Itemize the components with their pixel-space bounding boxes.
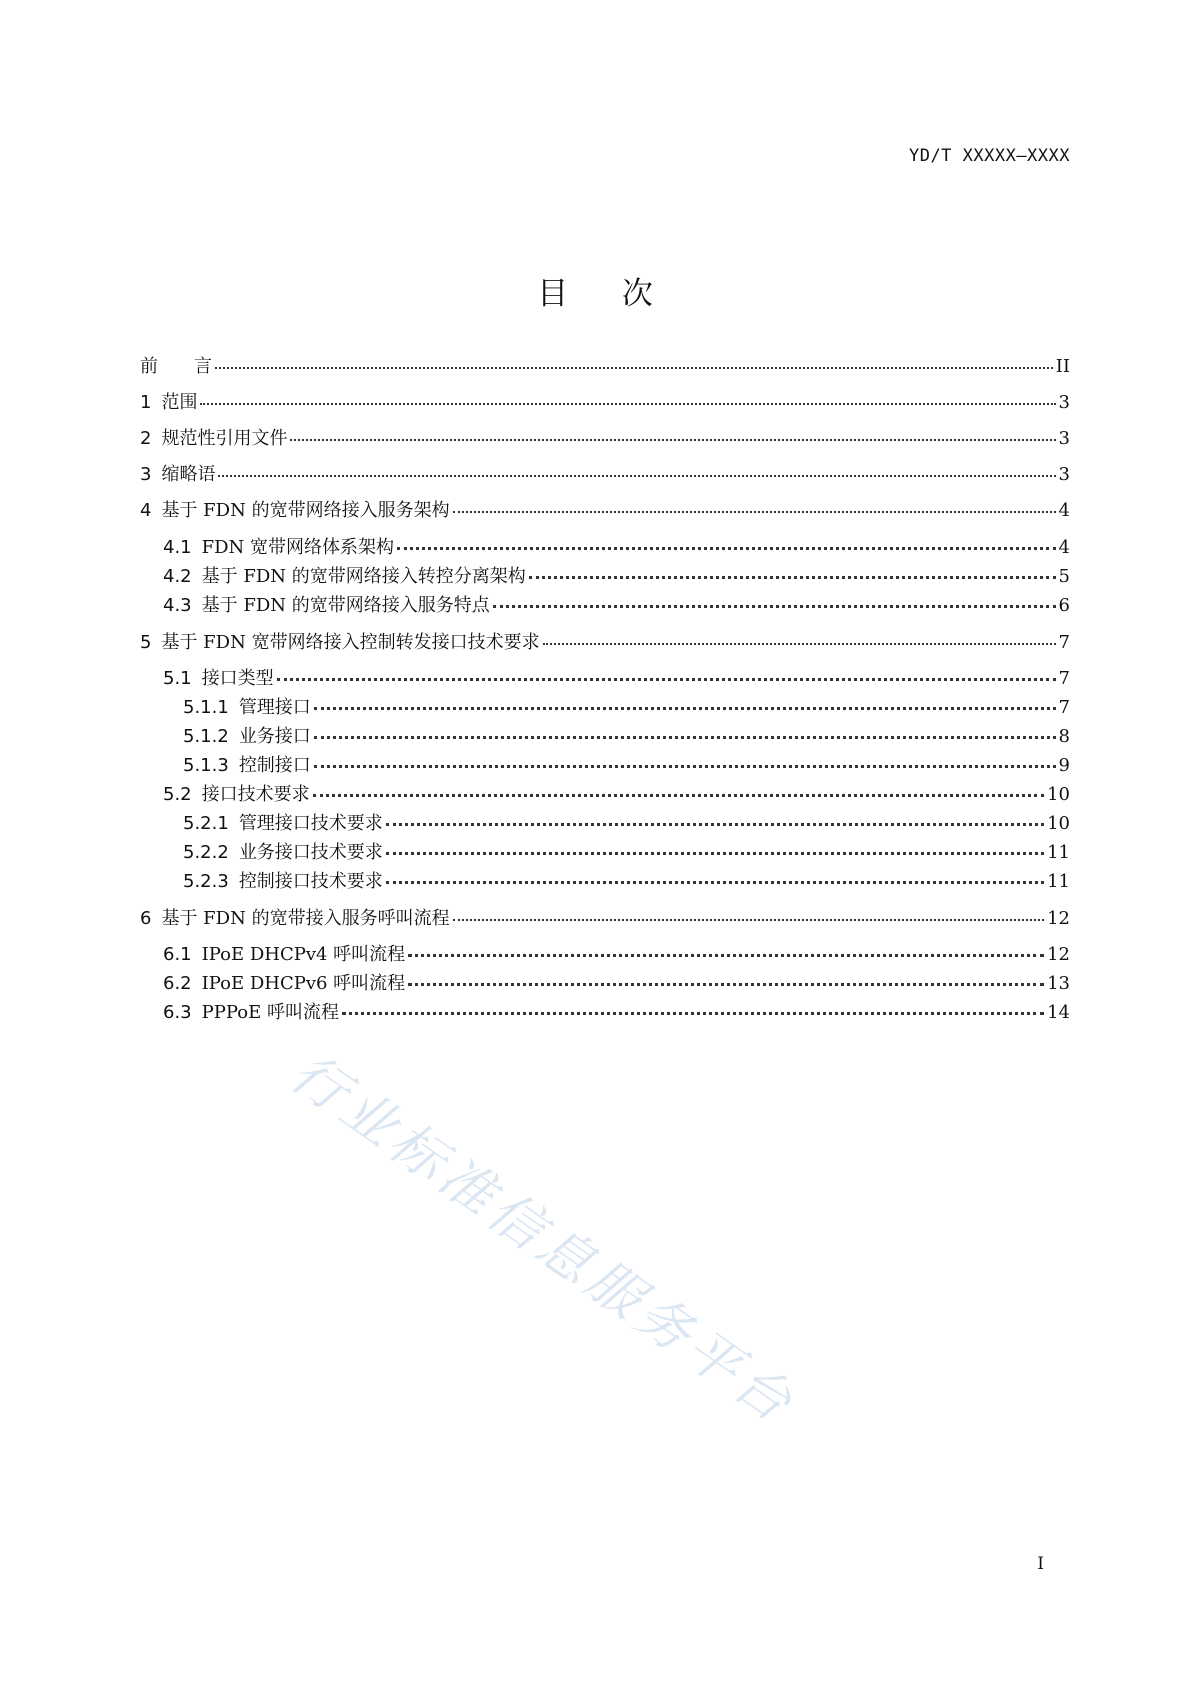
toc-leader-dots [215,352,1053,369]
toc-entry-page: 10 [1047,813,1070,834]
toc-entry-label: 范围 [161,392,198,413]
toc-entry-page: 6 [1058,595,1070,616]
toc-leader-dots [342,997,1044,1015]
toc-entry-page: 3 [1058,464,1070,485]
toc-entry-page: 7 [1058,632,1070,653]
document-code: YD/T XXXXX—XXXX [908,146,1070,166]
toc-entry[interactable] [140,809,1070,835]
toc-leader-dots [277,663,1056,681]
toc-leader-dots [529,561,1056,579]
toc-entry-page: 11 [1047,871,1070,892]
toc-entry-number: 5.1.2 [183,726,229,747]
toc-entry-number: 3 [140,464,152,485]
toc-entry-label: 缩略语 [161,464,216,485]
toc-entry-label: 业务接口 [238,726,311,747]
toc-leader-dots [386,866,1044,884]
toc-leader-dots [408,968,1044,986]
toc-leader-dots [314,721,1056,739]
toc-entry[interactable] [140,591,1070,617]
toc-entry-label: 规范性引用文件 [161,428,288,449]
toc-entry-number: 4.3 [163,595,192,616]
watermark: 行业标准信息服务平台 [279,1040,808,1437]
toc-leader-dots [218,460,1055,477]
toc-entry[interactable] [140,628,1070,654]
toc-entry-number: 5 [140,632,152,653]
toc-entry-page: 5 [1058,566,1070,587]
toc-leader-dots [200,388,1055,405]
toc-leader-dots [314,750,1056,768]
toc-entry-label: 控制接口 [238,755,311,776]
toc-entry-number: 5.1.3 [183,755,229,776]
toc-entry-label: 基于 FDN 的宽带网络接入转控分离架构 [201,566,526,587]
toc-leader-dots [453,904,1045,921]
toc-entry[interactable] [140,969,1070,995]
toc-entry-label: 接口类型 [201,668,274,689]
toc-entry-label: PPPoE 呼叫流程 [201,1002,339,1023]
toc-entry[interactable] [140,693,1070,719]
toc-entry-label: IPoE DHCPv6 呼叫流程 [201,973,406,994]
toc-entry[interactable] [140,904,1070,930]
toc-entry[interactable] [140,751,1070,777]
toc-entry[interactable] [140,664,1070,690]
toc-entry[interactable] [140,424,1070,450]
toc-leader-dots [386,837,1044,855]
toc-entry[interactable] [140,940,1070,966]
toc-entry[interactable] [140,388,1070,414]
toc-entry-label: 前 言 [140,356,212,377]
toc-entry-number: 5.1 [163,668,192,689]
toc-entry-label: FDN 宽带网络体系架构 [201,537,395,558]
toc-entry-page: 4 [1058,537,1070,558]
toc-entry[interactable] [140,533,1070,559]
toc-entry-number: 6.1 [163,944,192,965]
toc-leader-dots [314,692,1056,710]
toc-entry-page: II [1055,356,1070,377]
toc-entry-page: 3 [1058,428,1070,449]
toc-entry-number: 6.3 [163,1002,192,1023]
toc-entry-page: 14 [1047,1002,1070,1023]
toc-entry-page: 11 [1047,842,1070,863]
toc-entry-page: 7 [1058,697,1070,718]
toc-entry-label: 管理接口 [238,697,311,718]
toc-leader-dots [453,496,1056,513]
toc-entry-number: 4.1 [163,537,192,558]
toc-entry-label: 基于 FDN 的宽带接入服务呼叫流程 [161,908,450,929]
toc-entry-page: 3 [1058,392,1070,413]
toc-entry-number: 4.2 [163,566,192,587]
toc-entry-label: 管理接口技术要求 [238,813,383,834]
toc-entry-number: 5.2 [163,784,192,805]
toc-entry[interactable] [140,562,1070,588]
toc-entry-label: 基于 FDN 宽带网络接入控制转发接口技术要求 [161,632,540,653]
toc-entry-number: 5.2.1 [183,813,229,834]
toc-entry[interactable] [140,722,1070,748]
toc-entry-number: 1 [140,392,152,413]
toc-leader-dots [543,628,1056,645]
toc-entry-page: 9 [1058,755,1070,776]
page-number: I [1037,1554,1044,1574]
toc-entry-number: 5.1.1 [183,697,229,718]
toc-entry-label: IPoE DHCPv4 呼叫流程 [201,944,406,965]
toc-entry[interactable] [140,780,1070,806]
toc-entry[interactable] [140,352,1070,378]
toc-entry-number: 5.2.3 [183,871,229,892]
toc-entry-page: 7 [1058,668,1070,689]
toc-entry[interactable] [140,838,1070,864]
toc-entry-page: 8 [1058,726,1070,747]
toc-entry-page: 4 [1058,500,1070,521]
toc-entry[interactable] [140,496,1070,522]
toc-entry-page: 12 [1047,908,1070,929]
toc-entry-page: 12 [1047,944,1070,965]
toc-leader-dots [397,532,1056,550]
toc-entry-number: 2 [140,428,152,449]
page-title: 目 次 [537,276,675,312]
toc-entry-number: 5.2.2 [183,842,229,863]
toc-entry-label: 控制接口技术要求 [238,871,383,892]
toc-entry-number: 6 [140,908,152,929]
toc-entry-number: 6.2 [163,973,192,994]
toc-entry-label: 基于 FDN 的宽带网络接入服务特点 [201,595,490,616]
toc-leader-dots [493,590,1056,608]
toc-leader-dots [408,939,1044,957]
toc-entry-page: 10 [1047,784,1070,805]
toc-entry-label: 接口技术要求 [201,784,310,805]
toc-leader-dots [386,808,1044,826]
toc-leader-dots [313,779,1044,797]
toc-entry[interactable] [140,867,1070,893]
toc-entry-page: 13 [1047,973,1070,994]
toc-leader-dots [290,424,1055,441]
toc-entry[interactable] [140,998,1070,1024]
toc-entry-number: 4 [140,500,152,521]
toc-entry[interactable] [140,460,1070,486]
toc-entry-label: 基于 FDN 的宽带网络接入服务架构 [161,500,450,521]
toc-entry-label: 业务接口技术要求 [238,842,383,863]
